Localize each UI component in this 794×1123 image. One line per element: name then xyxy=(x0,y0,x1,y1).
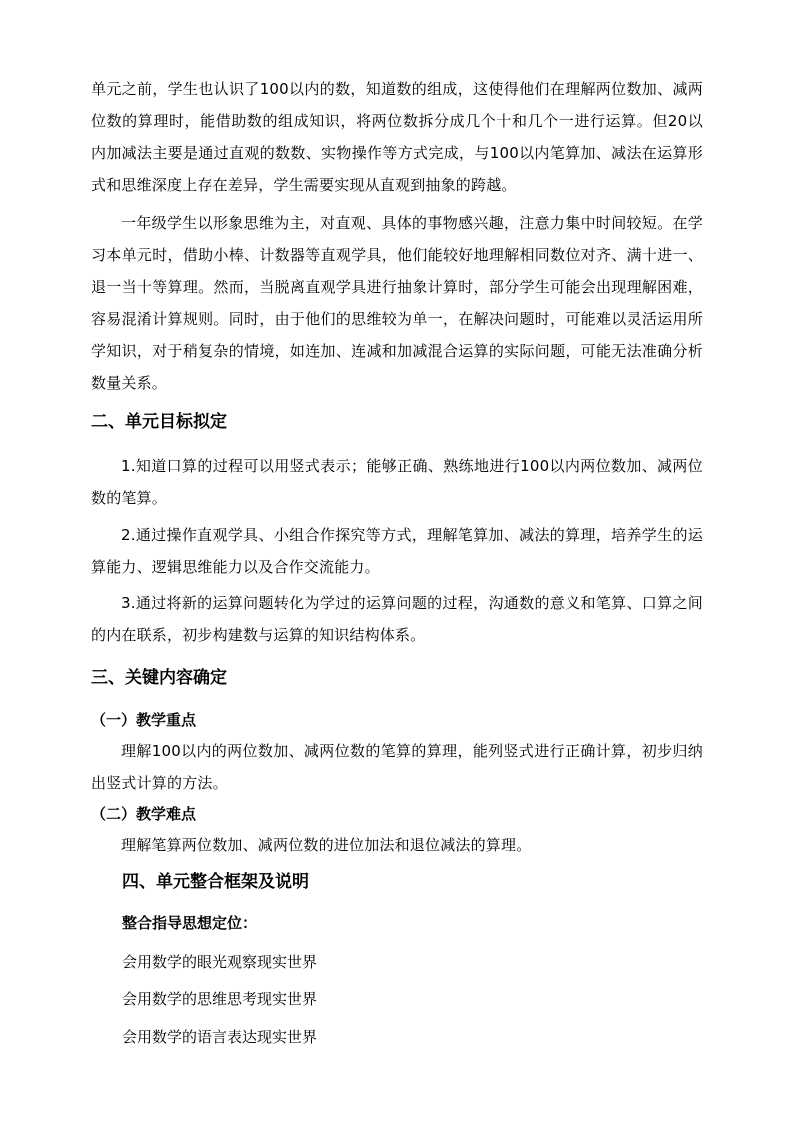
goal-item-1: 1.知道口算的过程可以用竖式表示；能够正确、熟练地进行100以内两位数加、减两位数的笔算。 xyxy=(91,457,703,507)
paragraph-student-analysis: 一年级学生以形象思维为主，对直观、具体的事物感兴趣，注意力集中时间较短。在学习本单元时，借助小棒、计数器等直观学具，他们能较好地理解相同数位对齐、满十进一、退一当十等算理。然而，当脱离直观学具进行抽象计算时，部分学生可能会出现理解困难，容易混淆计算规则。同时，由于他们的思维较为单一，在解决问题时，可能难以灵活运用所学知识，对于稍复杂的情境，如连加、连减和加减混合运算的实际问题，可能无法准确分析数量关系。 xyxy=(91,214,703,392)
subheading-teaching-focus: （一）教学重点 xyxy=(91,711,197,729)
teaching-difficulty-text: 理解笔算两位数加、减两位数的进位加法和退位减法的算理。 xyxy=(121,836,532,854)
paragraph-prior-knowledge: 单元之前，学生也认识了100以内的数，知道数的组成，这使得他们在理解两位数加、减两位数的算理时，能借助数的组成知识，将两位数拆分成几个十和几个一进行运算。但20以内加减法主要是通过直观的数数、实物操作等方式完成，与100以内笔算加、减法在运算形式和思维深度上存在差异，学生需要实现从直观到抽象的跨越。 xyxy=(91,80,703,194)
guide-line-2: 会用数学的思维思考现实世界 xyxy=(122,990,318,1008)
guide-line-3: 会用数学的语言表达现实世界 xyxy=(122,1028,318,1046)
section-heading-key-content: 三、关键内容确定 xyxy=(91,668,227,688)
teaching-focus-text: 理解100以内的两位数加、减两位数的笔算的算理，能列竖式进行正确计算，初步归纳出竖式计算的方法。 xyxy=(91,742,703,792)
guide-line-1: 会用数学的眼光观察现实世界 xyxy=(122,953,318,971)
goal-item-2: 2.通过操作直观学具、小组合作探究等方式，理解笔算加、减法的算理，培养学生的运算能力、逻辑思维能力以及合作交流能力。 xyxy=(91,526,703,576)
goal-item-3: 3.通过将新的运算问题转化为学过的运算问题的过程，沟通数的意义和笔算、口算之间的内在联系，初步构建数与运算的知识结构体系。 xyxy=(91,594,703,644)
section-heading-integration-framework: 四、单元整合框架及说明 xyxy=(122,872,309,892)
section-heading-unit-goals: 二、单元目标拟定 xyxy=(91,412,227,432)
guide-title: 整合指导思想定位： xyxy=(122,914,258,932)
subheading-teaching-difficulty: （二）教学难点 xyxy=(91,805,197,823)
